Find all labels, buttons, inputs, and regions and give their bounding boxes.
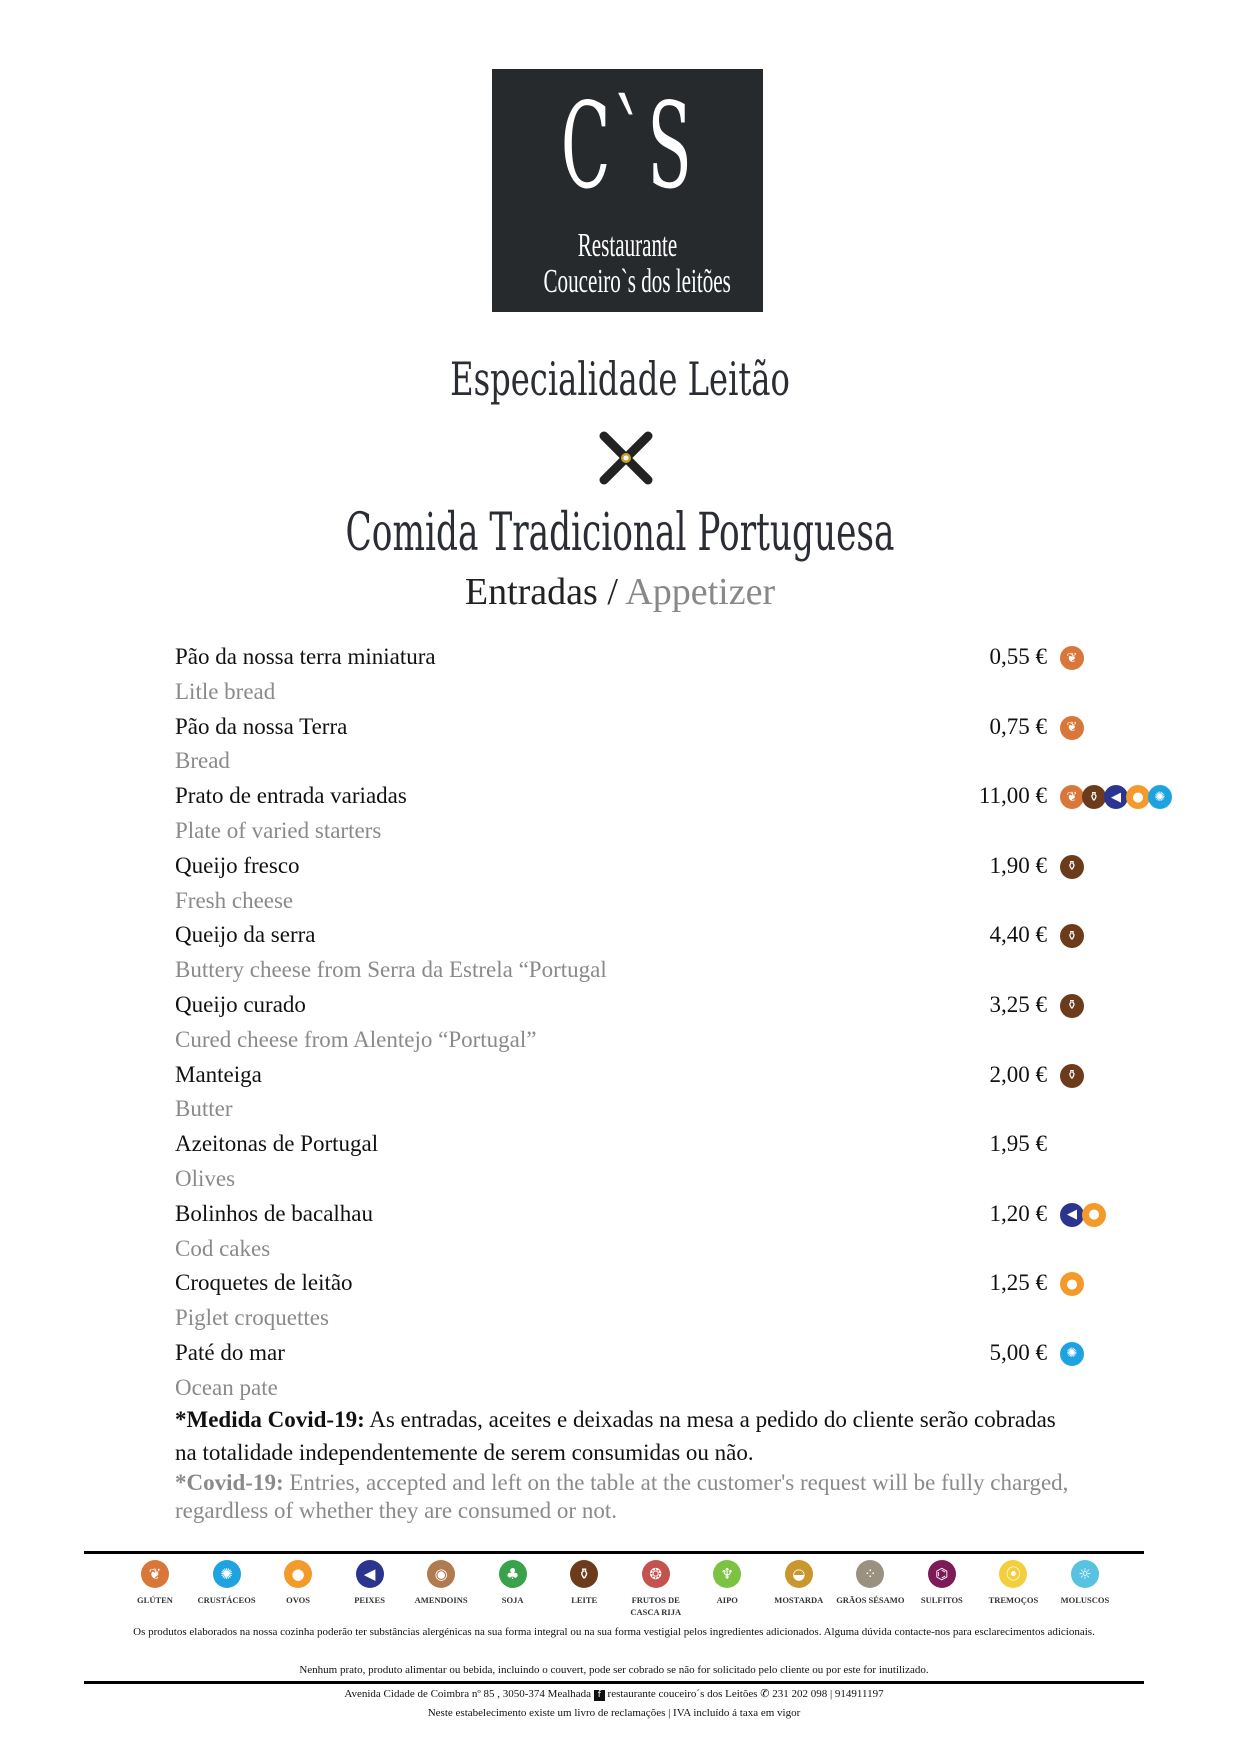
item-price: 1,20 € <box>989 1200 1047 1226</box>
legend-label: LEITE <box>571 1595 598 1605</box>
item-translation: Fresh cheese <box>175 887 294 913</box>
menu-item <box>175 918 1175 953</box>
phone-icon: ✆ <box>760 1688 770 1700</box>
item-name: Paté do mar <box>175 1339 285 1365</box>
item-name: Queijo curado <box>175 991 306 1017</box>
item-translation: Litle bread <box>175 678 276 704</box>
legend-label: FRUTOS DE CASCA RIJA <box>630 1595 682 1617</box>
item-allergens <box>1060 1342 1170 1366</box>
covid-label-pt: *Medida Covid-19: <box>175 1407 365 1432</box>
item-name: Manteiga <box>175 1061 262 1087</box>
eggs-icon: ● <box>1082 1203 1106 1227</box>
legend-label: GRÃOS SÉSAMO <box>836 1595 905 1605</box>
eggs-icon: ● <box>284 1560 312 1588</box>
legend-item-soy <box>478 1560 548 1618</box>
covid-text-en: Entries, accepted and left on the table at the customer's request will be fully charged, regardless of whether they are consumed or not. <box>175 1470 1069 1523</box>
item-allergens <box>1060 716 1170 740</box>
item-allergens <box>1060 1272 1170 1296</box>
crab-icon: ✺ <box>1148 785 1172 809</box>
item-translation: Cured cheese from Alentejo “Portugal” <box>175 1026 537 1052</box>
celery-icon: ♆ <box>713 1560 741 1588</box>
item-price: 5,00 € <box>989 1339 1047 1365</box>
legend-item-sesame <box>835 1560 905 1618</box>
cross-ornament-icon <box>596 428 656 488</box>
menu-item <box>175 1266 1175 1301</box>
legend-item-nuts <box>621 1560 691 1618</box>
menu-item <box>175 1127 1175 1162</box>
menu-item <box>175 1336 1175 1371</box>
allergen-notice: Os produtos elaborados na nossa cozinha poderão ter substâncias alergénicas na sua forma integral ou na sua forma vestigial pelos ingredientes adicionados. Alguma dúvida contacte-nos para esclarecimentos adicionais. <box>133 1626 1095 1638</box>
legend-item-eggs <box>263 1560 333 1618</box>
fish-icon: ◀ <box>356 1560 384 1588</box>
milk-jug-icon: ⚱ <box>1082 785 1106 809</box>
item-price: 0,55 € <box>989 644 1047 669</box>
item-price: 0,75 € <box>989 713 1047 739</box>
item-name: Bolinhos de bacalhau <box>175 1200 374 1226</box>
milk-jug-icon: ⚱ <box>570 1560 598 1588</box>
phone-numbers[interactable]: 231 202 098 | 914911197 <box>772 1688 884 1700</box>
item-price: 2,00 € <box>989 1061 1047 1087</box>
legend-label: SOJA <box>501 1595 524 1605</box>
legend-label: AIPO <box>716 1595 738 1605</box>
item-name: Pão da nossa terra miniatura <box>175 644 436 669</box>
item-allergens <box>1060 1203 1170 1227</box>
menu-item <box>175 988 1175 1023</box>
item-name: Azeitonas de Portugal <box>175 1131 379 1157</box>
menu-item <box>175 779 1175 814</box>
item-allergens <box>1060 785 1170 809</box>
item-translation: Bread <box>175 748 230 774</box>
covid-note <box>175 1403 1075 1525</box>
item-name: Croquetes de leitão <box>175 1270 353 1296</box>
legend-item-celery <box>692 1560 762 1618</box>
legend-item-molluscs <box>1050 1560 1120 1618</box>
legend-label: SULFITOS <box>920 1595 963 1605</box>
lupin-icon: ⦿ <box>999 1560 1027 1588</box>
contact-line <box>84 1684 1144 1704</box>
item-allergens <box>1060 924 1170 948</box>
walnut-icon: ❂ <box>642 1560 670 1588</box>
item-translation: Butter <box>175 1096 233 1122</box>
sulphites-icon: ⌬ <box>928 1560 956 1588</box>
milk-jug-icon: ⚱ <box>1060 994 1084 1018</box>
item-translation: Olives <box>175 1165 236 1191</box>
item-name: Queijo fresco <box>175 852 300 878</box>
section-title-pt: Entradas <box>464 571 598 613</box>
peanut-icon: ◉ <box>427 1560 455 1588</box>
section-heading <box>0 570 1240 614</box>
item-allergens <box>1060 994 1170 1018</box>
item-price: 1,25 € <box>989 1270 1047 1296</box>
menu-item <box>175 710 1175 745</box>
wheat-icon: ❦ <box>1060 716 1084 740</box>
legal-notice: Neste estabelecimento existe um livro de reclamações | IVA incluído á taxa em vigor <box>427 1707 801 1719</box>
milk-jug-icon: ⚱ <box>1060 1064 1084 1088</box>
legend-item-fish <box>335 1560 405 1618</box>
item-allergens <box>1060 1064 1170 1088</box>
menu-item <box>175 1197 1175 1232</box>
covid-text-pt: As entradas, aceites e deixadas na mesa a pedido do cliente serão cobradas na totalidade independentemente de serem consumidas ou não. <box>175 1407 1056 1465</box>
specialty-title: Especialidade Leitão <box>450 352 790 406</box>
legend-item-sulphites <box>907 1560 977 1618</box>
legend-label: PEIXES <box>354 1595 385 1605</box>
item-translation: Buttery cheese from Serra da Estrela “Portugal <box>175 957 607 983</box>
eggs-icon: ● <box>1060 1272 1084 1296</box>
covid-label-en: *Covid-19: <box>175 1470 284 1495</box>
item-price: 3,25 € <box>989 991 1047 1017</box>
legend-item-milk <box>549 1560 619 1618</box>
eggs-icon: ● <box>1126 785 1150 809</box>
wheat-icon: ❦ <box>1060 785 1084 809</box>
item-translation: Piglet croquettes <box>175 1305 329 1331</box>
item-price: 1,95 € <box>989 1131 1047 1157</box>
legend-label: MOSTARDA <box>774 1595 824 1605</box>
legend-label: TREMOÇOS <box>988 1595 1039 1605</box>
legend-item-peanuts <box>406 1560 476 1618</box>
item-price: 4,40 € <box>989 922 1047 948</box>
cuisine-title: Comida Tradicional Portuguesa <box>345 503 895 563</box>
legend-item-crustaceans <box>192 1560 262 1618</box>
legend-label: AMENDOINS <box>414 1595 468 1605</box>
fish-icon: ◀ <box>1104 785 1128 809</box>
item-translation: Ocean pate <box>175 1374 278 1400</box>
item-price: 11,00 € <box>978 783 1047 809</box>
menu-item <box>175 1058 1175 1093</box>
milk-jug-icon: ⚱ <box>1060 855 1084 879</box>
sesame-icon: ⁘ <box>856 1560 884 1588</box>
item-name: Queijo da serra <box>175 922 316 948</box>
item-translation: Plate of varied starters <box>175 817 382 843</box>
wheat-icon: ❦ <box>141 1560 169 1588</box>
shell-icon: ☼ <box>1071 1560 1099 1588</box>
legend-label: CRUSTÁCEOS <box>197 1595 256 1605</box>
address: Avenida Cidade de Coimbra nº 85 , 3050-374 Mealhada <box>344 1688 592 1700</box>
logo-monogram: C`S <box>560 77 695 215</box>
legend-item-gluten <box>120 1560 190 1618</box>
section-separator: / <box>597 571 626 613</box>
facebook-handle[interactable]: restaurante couceiro´s dos Leitões <box>607 1688 758 1700</box>
menu-item <box>175 640 1175 675</box>
menu-items-list <box>175 640 1175 1406</box>
item-allergens <box>1060 855 1170 879</box>
section-title-en: Appetizer <box>625 571 776 613</box>
legend-label: OVOS <box>286 1595 311 1605</box>
legend-item-mustard <box>764 1560 834 1618</box>
milk-jug-icon: ⚱ <box>1060 924 1084 948</box>
item-price: 1,90 € <box>989 852 1047 878</box>
item-name: Prato de entrada variadas <box>175 783 407 809</box>
crab-icon: ✺ <box>213 1560 241 1588</box>
covid-note-en <box>175 1469 1075 1525</box>
legend-item-lupin <box>978 1560 1048 1618</box>
facebook-icon: f <box>594 1690 605 1701</box>
crab-icon: ✺ <box>1060 1342 1084 1366</box>
wheat-icon: ❦ <box>1060 646 1084 670</box>
item-name: Pão da nossa Terra <box>175 713 348 739</box>
legend-label: MOLUSCOS <box>1060 1595 1110 1605</box>
footer-divider-top <box>84 1551 1144 1554</box>
charge-notice: Nenhum prato, produto alimentar ou bebida, incluindo o couvert, pode ser cobrado se não for solicitado pelo cliente ou por este for inutilizado. <box>299 1664 929 1676</box>
soy-icon: ♣ <box>499 1560 527 1588</box>
logo-line-1: Restaurante <box>577 227 678 264</box>
allergen-legend <box>120 1560 1120 1618</box>
item-allergens <box>1060 646 1170 670</box>
covid-note-pt <box>175 1403 1075 1469</box>
menu-item <box>175 849 1175 884</box>
fish-icon: ◀ <box>1060 1203 1084 1227</box>
restaurant-logo <box>492 69 763 312</box>
mustard-icon: ◒ <box>785 1560 813 1588</box>
item-translation: Cod cakes <box>175 1235 271 1261</box>
legend-label: GLÚTEN <box>137 1595 173 1605</box>
logo-line-2: Couceiro`s dos leitões <box>543 263 731 300</box>
